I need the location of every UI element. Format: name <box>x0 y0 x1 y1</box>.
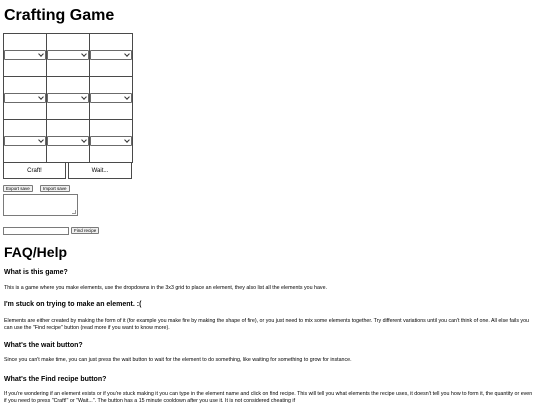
grid-cell <box>47 120 90 163</box>
element-dropdown[interactable] <box>47 50 89 60</box>
crafting-grid <box>3 33 132 163</box>
import-save-button[interactable]: Import save <box>40 185 70 192</box>
find-recipe-input[interactable] <box>3 227 69 235</box>
crafting-grid-table <box>3 33 133 163</box>
find-recipe-button[interactable]: Find recipe <box>71 227 99 234</box>
grid-row <box>4 34 133 77</box>
chevron-down-icon <box>38 137 44 143</box>
element-dropdown[interactable] <box>47 93 89 103</box>
chevron-down-icon <box>81 94 87 100</box>
grid-cell <box>4 120 47 163</box>
faq-question: What's the wait button? <box>4 342 83 349</box>
grid-cell <box>4 77 47 120</box>
faq-question: What's the Find recipe button? <box>4 376 107 383</box>
grid-cell <box>90 77 133 120</box>
grid-row <box>4 77 133 120</box>
element-dropdown[interactable] <box>4 50 46 60</box>
faq-answer: If you're wondering if an element exists or if you're stuck making it you can type in the element name and click on find recipe. This will tell you what elements the recipe uses, it doesn't tell you how to form it, the quantity or even if you need to press "Craft!" or "Wait...". The button has a 15 minute cooldown after you use it. It is not considered cheating if <box>4 391 533 404</box>
page-title: Crafting Game <box>4 7 115 24</box>
element-dropdown[interactable] <box>47 136 89 146</box>
action-buttons <box>3 162 132 179</box>
element-dropdown[interactable] <box>4 136 46 146</box>
faq-answer: This is a game where you make elements, use the dropdowns in the 3x3 grid to place an element, they also list all the elements you have. <box>4 285 327 291</box>
faq-heading: FAQ/Help <box>4 244 68 260</box>
resize-handle-icon[interactable] <box>72 210 76 214</box>
export-save-button[interactable]: Export save <box>3 185 33 192</box>
faq-answer: Since you can't make time, you can just press the wait button to wait for the element to do something, like waiting for something to grow for instance. <box>4 357 352 363</box>
faq-question: What is this game? <box>4 269 68 276</box>
grid-row <box>4 120 133 163</box>
save-textarea[interactable] <box>3 194 78 216</box>
element-dropdown[interactable] <box>90 93 132 103</box>
grid-cell <box>47 34 90 77</box>
grid-cell <box>47 77 90 120</box>
grid-cell <box>90 120 133 163</box>
faq-answer: Elements are either created by making the form of it (for example you make fire by making the shape of fire), or you just need to mix some elements together. Try different variations until you can't think of one. All else fails you can use the "Find recipe" button (read more if you want to know more). <box>4 318 529 331</box>
chevron-down-icon <box>124 94 130 100</box>
element-dropdown[interactable] <box>90 136 132 146</box>
chevron-down-icon <box>81 137 87 143</box>
chevron-down-icon <box>81 51 87 57</box>
chevron-down-icon <box>38 94 44 100</box>
faq-question: I'm stuck on trying to make an element. :( <box>4 301 142 308</box>
chevron-down-icon <box>124 137 130 143</box>
craft-button[interactable]: Craft! <box>3 162 66 179</box>
wait-button[interactable]: Wait... <box>68 162 132 179</box>
element-dropdown[interactable] <box>4 93 46 103</box>
chevron-down-icon <box>38 51 44 57</box>
grid-cell <box>90 34 133 77</box>
element-dropdown[interactable] <box>90 50 132 60</box>
grid-cell <box>4 34 47 77</box>
chevron-down-icon <box>124 51 130 57</box>
